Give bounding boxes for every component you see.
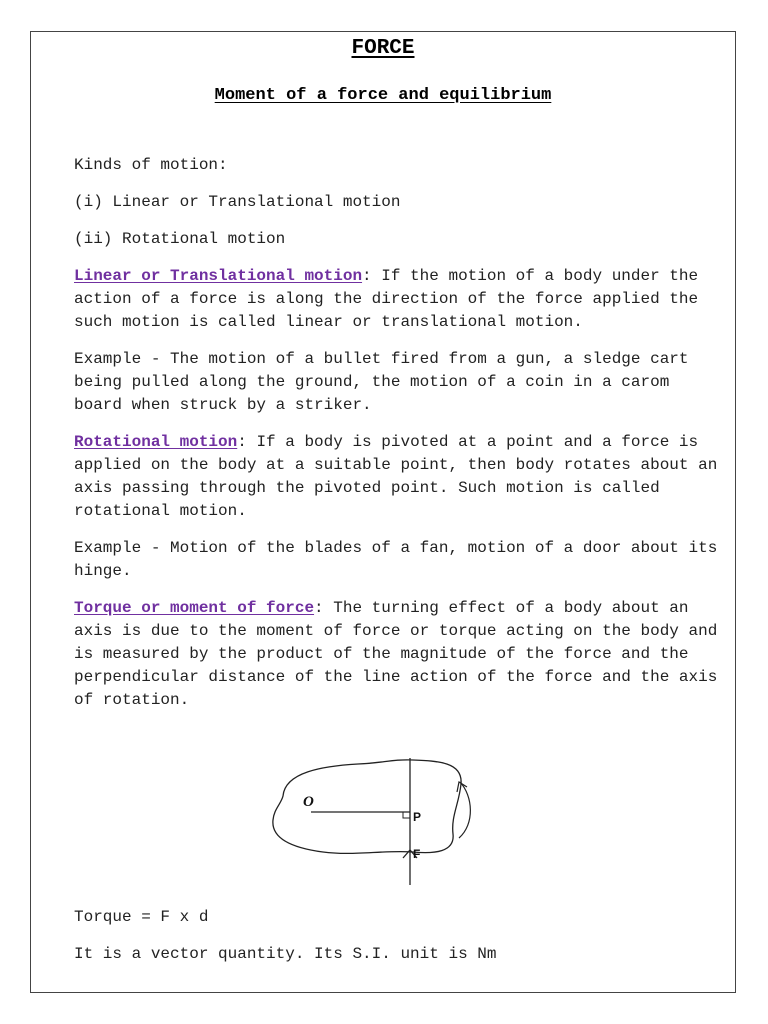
bottom-content (74, 906, 724, 980)
linear-term: Linear or Translational motion (74, 267, 363, 285)
rotational-term: Rotational motion (74, 433, 238, 451)
linear-example: Example - The motion of a bullet fired from a gun, a sledge cart being pulled along the ground, the motion of a coin in a carom board when struck by a striker. (74, 350, 689, 414)
kind-item-rotational: (ii) Rotational motion (74, 230, 286, 248)
kinds-heading: Kinds of motion: (74, 156, 228, 174)
torque-definition (74, 597, 724, 712)
label-p: P (413, 810, 422, 824)
rotational-definition (74, 431, 724, 523)
torque-text: : The turning effect of a body about an axis is due to the moment of force or torque acting on the body and is measured by the product of the magnitude of the force and the perpendicular distance of the line action of the force and the axis of rotation. (74, 599, 718, 709)
label-o: O (303, 794, 314, 810)
rotational-text: : If a body is pivoted at a point and a force is applied on the body at a suitable point, then body rotates about an axis passing through the pivoted point. Such motion is called rotational motion. (74, 433, 718, 520)
document-page (30, 31, 736, 993)
torque-diagram-svg (263, 754, 483, 889)
linear-text: : If the motion of a body under the action of a force is along the direction of the force applied the such motion is called linear or translational motion. (74, 267, 699, 331)
vector-note: It is a vector quantity. Its S.I. unit is Nm (74, 945, 497, 963)
right-angle-marker (403, 812, 410, 818)
page-title: FORCE (351, 37, 415, 60)
label-f: F (413, 847, 421, 861)
rigid-body-outline (273, 760, 461, 854)
kind-item-linear: (i) Linear or Translational motion (74, 193, 401, 211)
main-content (74, 154, 724, 726)
rotational-example: Example - Motion of the blades of a fan, motion of a door about its hinge. (74, 539, 718, 580)
torque-term: Torque or moment of force (74, 599, 315, 617)
page-subtitle: Moment of a force and equilibrium (214, 86, 552, 105)
linear-definition (74, 265, 724, 334)
torque-diagram (263, 754, 483, 889)
torque-formula: Torque = F x d (74, 908, 209, 926)
